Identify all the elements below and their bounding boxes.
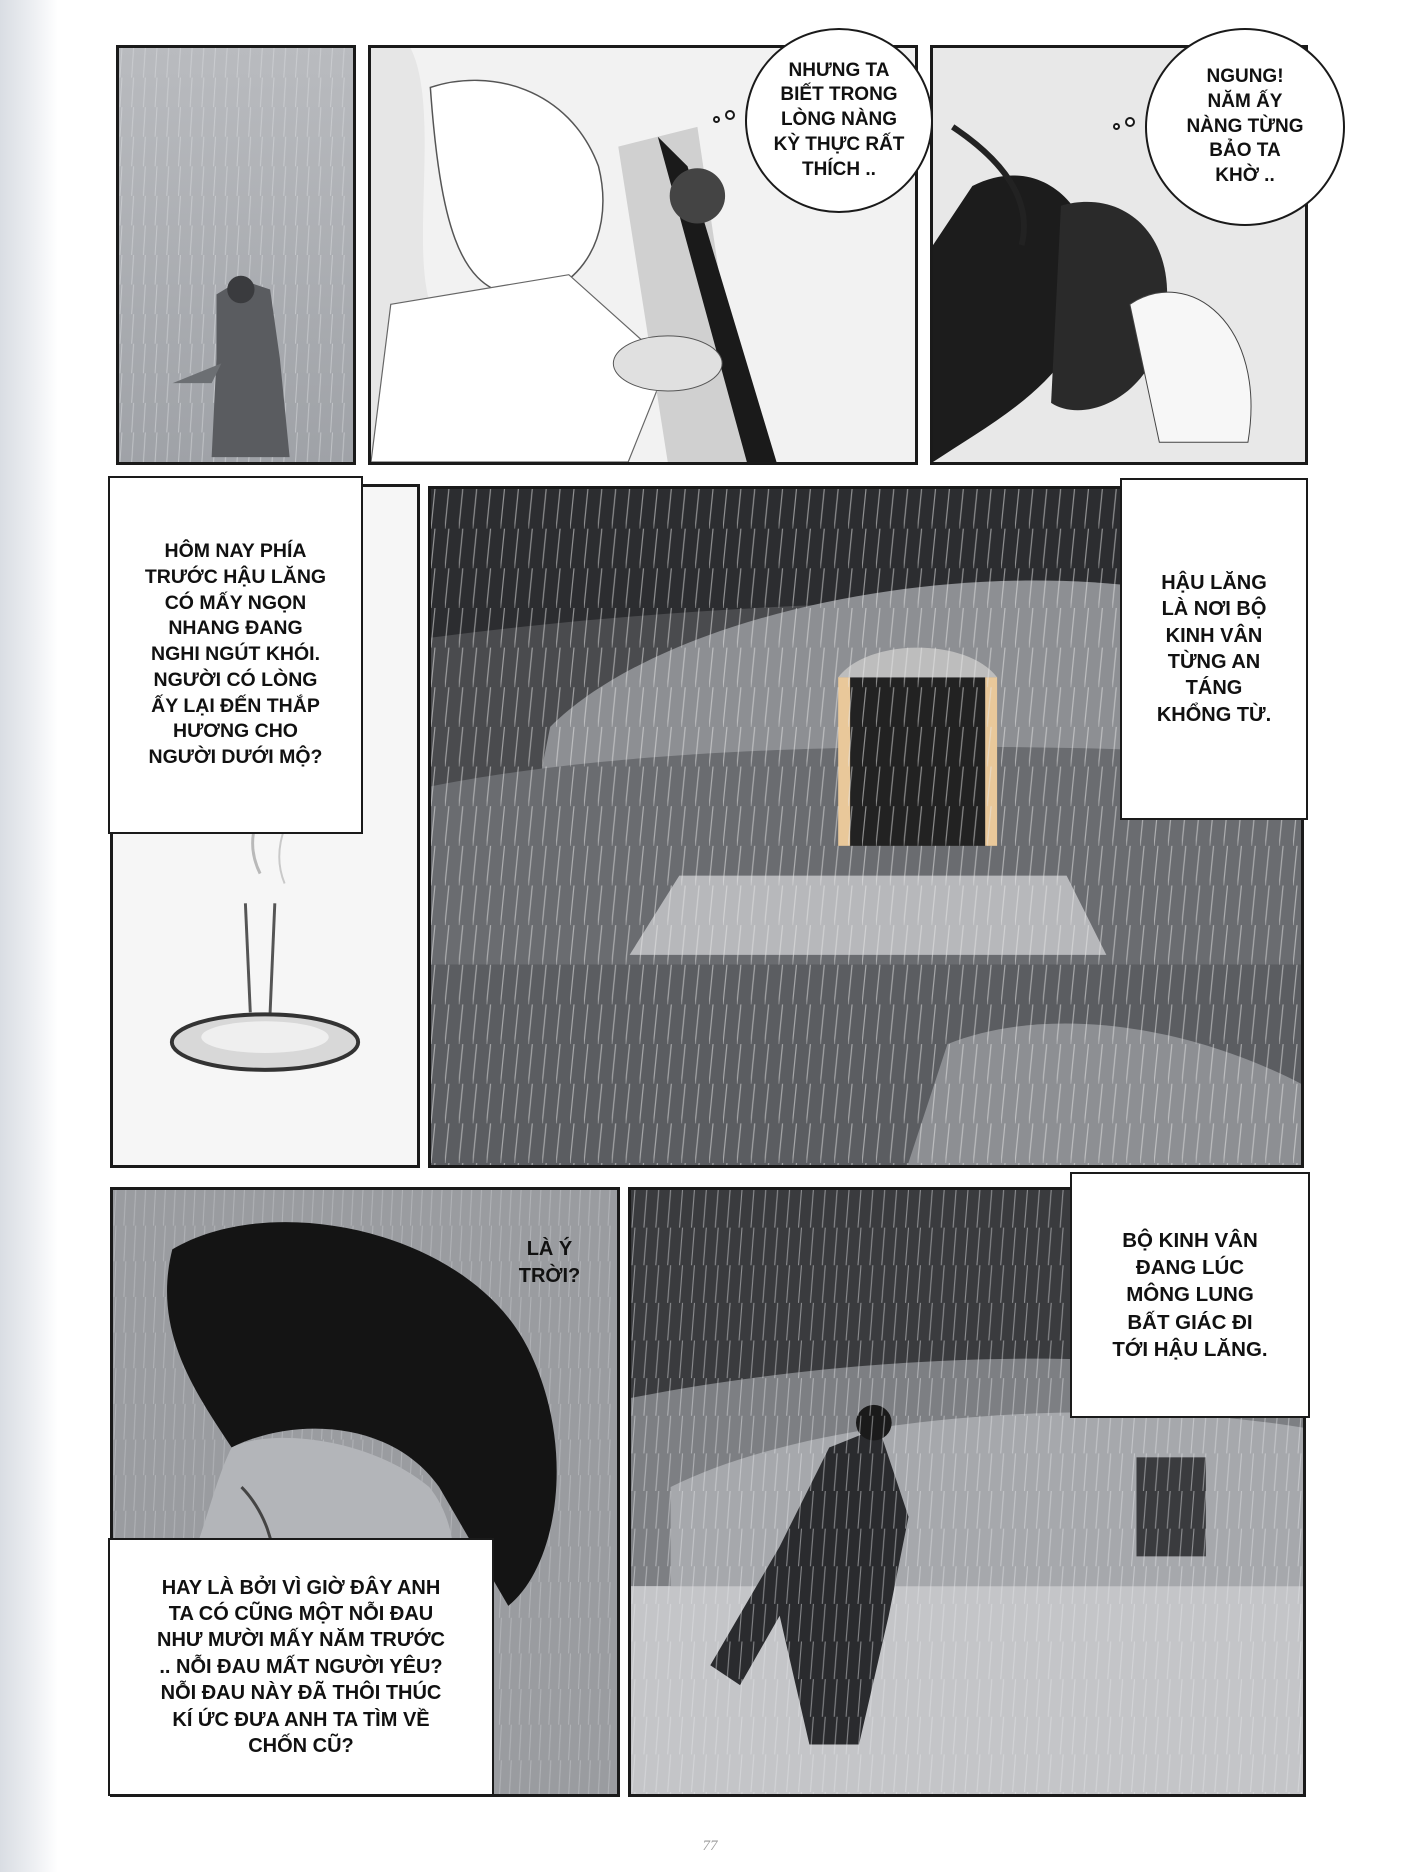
caption-will-of-heaven: LÀ Ý TRỜI?	[518, 1238, 581, 1287]
thought-bubble-like: NHƯNG TA BIẾT TRONG LÒNG NÀNG KỲ THỰC RẤT THÍCH ..	[745, 28, 933, 213]
caption-pain-of-loss: HAY LÀ BỞI VÌ GIỜ ĐÂY ANH TA CÓ CŨNG MỘT NỖI ĐAU NHƯ MƯỜI MẤY NĂM TRƯỚC .. NỖI ĐAU MẤT NGƯỜI YÊU? NỖI ĐAU NÀY ĐÃ THÔI THÚC KÍ ỨC ĐƯA ANH TA TÌM VỀ CHỐN CŨ?	[108, 1538, 494, 1796]
thought-dot	[1113, 123, 1120, 130]
page-binding-shadow	[0, 0, 58, 1872]
thought-dot	[713, 116, 720, 123]
caption-incense-smoke: HÔM NAY PHÍA TRƯỚC HẬU LĂNG CÓ MẤY NGỌN NHANG ĐANG NGHI NGÚT KHÓI. NGƯỜI CÓ LÒNG ẤY LẠI ĐẾN THẮP HƯƠNG CHO NGƯỜI DƯỚI MỘ?	[108, 476, 363, 834]
caption-tomb-history: HẬU LĂNG LÀ NƠI BỘ KINH VÂN TỪNG AN TÁNG KHỔNG TỪ.	[1120, 478, 1308, 820]
thought-dot	[1125, 117, 1135, 127]
thought-dot	[725, 110, 735, 120]
caption-walking-to-tomb: BỘ KINH VÂN ĐANG LÚC MÔNG LUNG BẤT GIÁC ĐI TỚI HẬU LĂNG.	[1070, 1172, 1310, 1418]
thought-bubble-silly: NGUNG! NĂM ẤY NÀNG TỪNG BẢO TA KHỜ ..	[1145, 28, 1345, 226]
page-number: 77	[702, 1838, 718, 1854]
panel-figure-in-rain	[116, 45, 356, 465]
